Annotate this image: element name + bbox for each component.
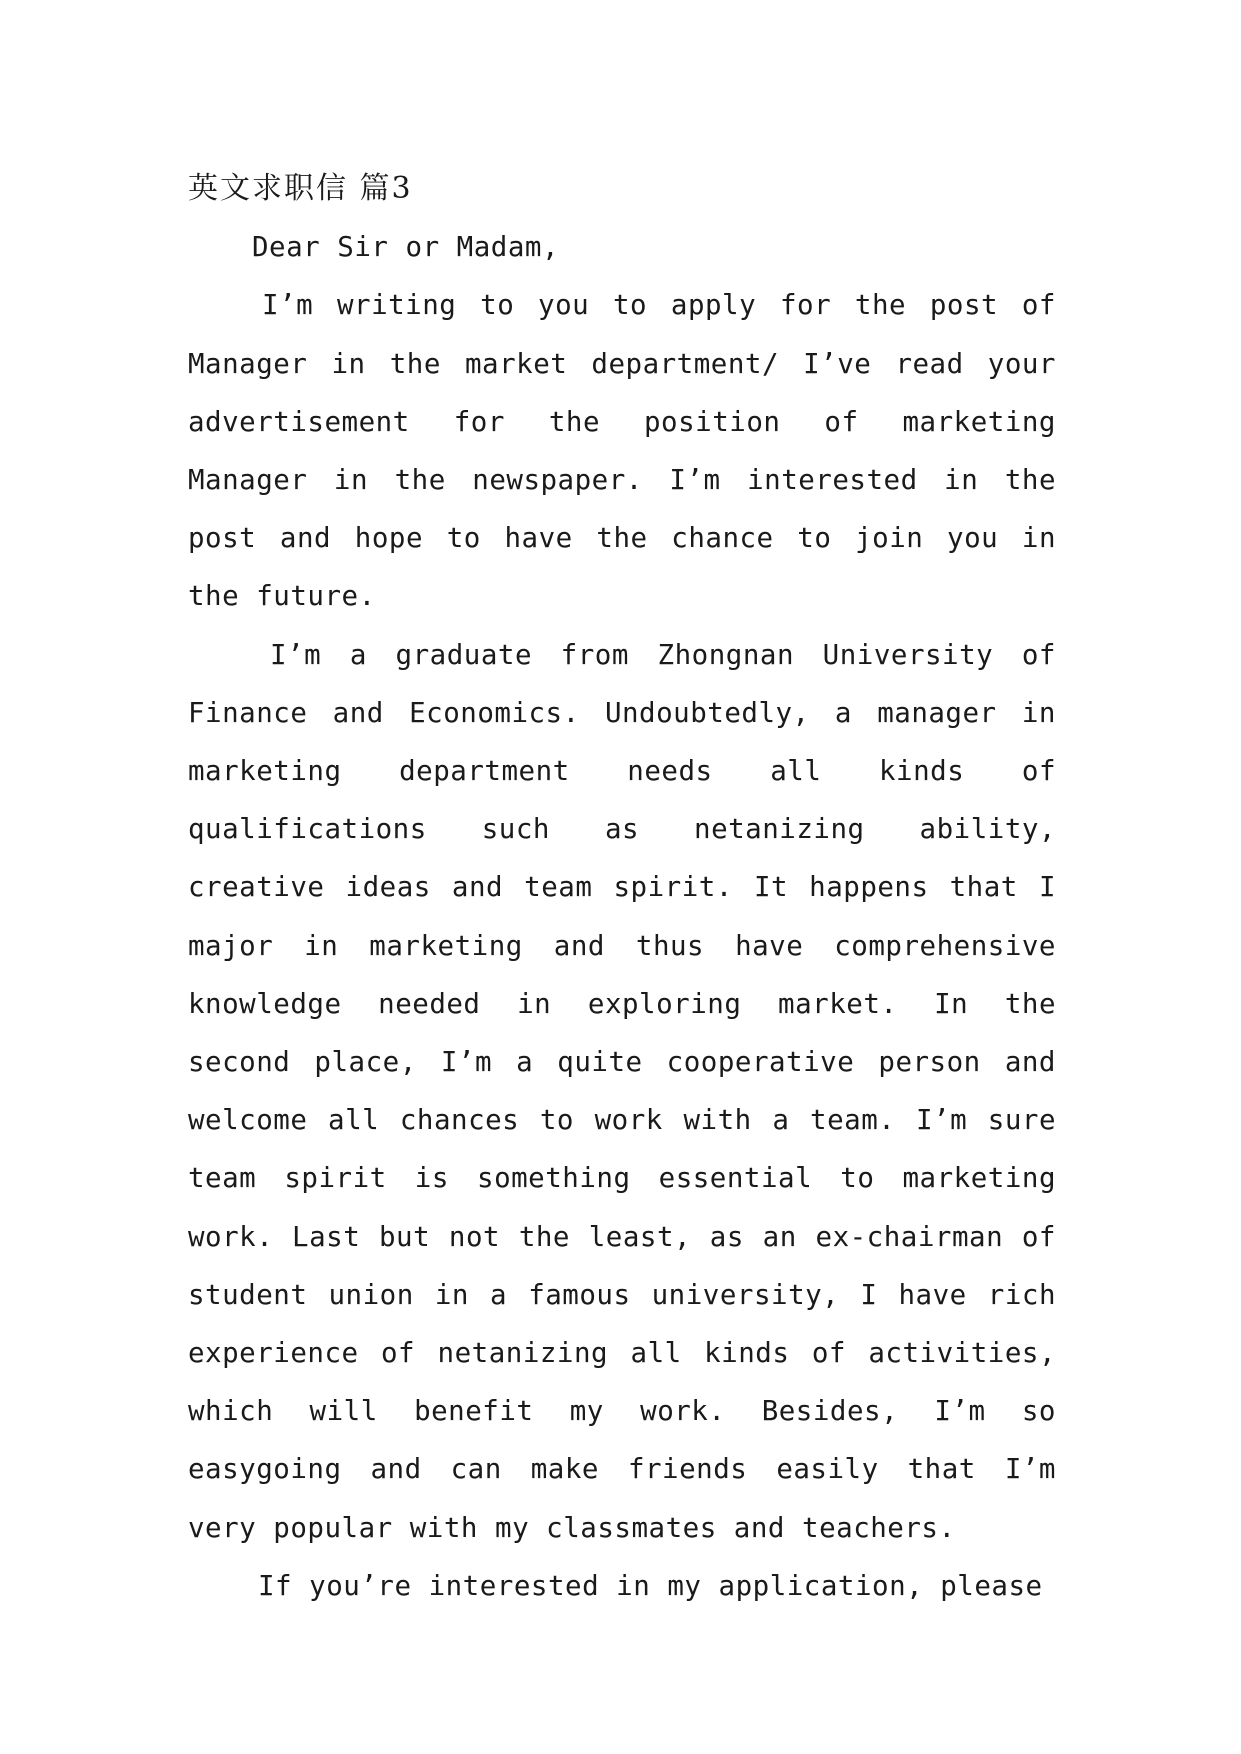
paragraph-closing: If you’re interested in my application, please: [258, 1569, 1043, 1602]
salutation: Dear Sir or Madam,: [252, 231, 560, 264]
paragraph-application: I’m writing to you to apply for the post of Manager in the market department/ I’ve read your advertisement for the position of marketing Manager in the newspaper. I’m interested in the post and hope to have the chance to join you in the future.: [188, 289, 1056, 613]
paragraph-qualifications: I’m a graduate from Zhongnan University of Finance and Economics. Undoubtedly, a manager in marketing department needs all kinds of qualifications such as netanizing ability, creative ideas and team spirit. It happens that I major in marketing and thus have comprehensive knowledge needed in exploring market. In the second place, I’m a quite cooperative person and welcome all chances to work with a team. I’m sure team spirit is something essential to marketing work. Last but not the least, as an ex-chairman of student union in a famous university, I have rich experience of netanizing all kinds of activities, which will benefit my work. Besides, I’m so easygoing and can make friends easily that I’m very popular with my classmates and teachers.: [188, 638, 1056, 1544]
document-title: 英文求职信 篇3: [188, 171, 413, 206]
document-body: [188, 160, 1056, 1615]
